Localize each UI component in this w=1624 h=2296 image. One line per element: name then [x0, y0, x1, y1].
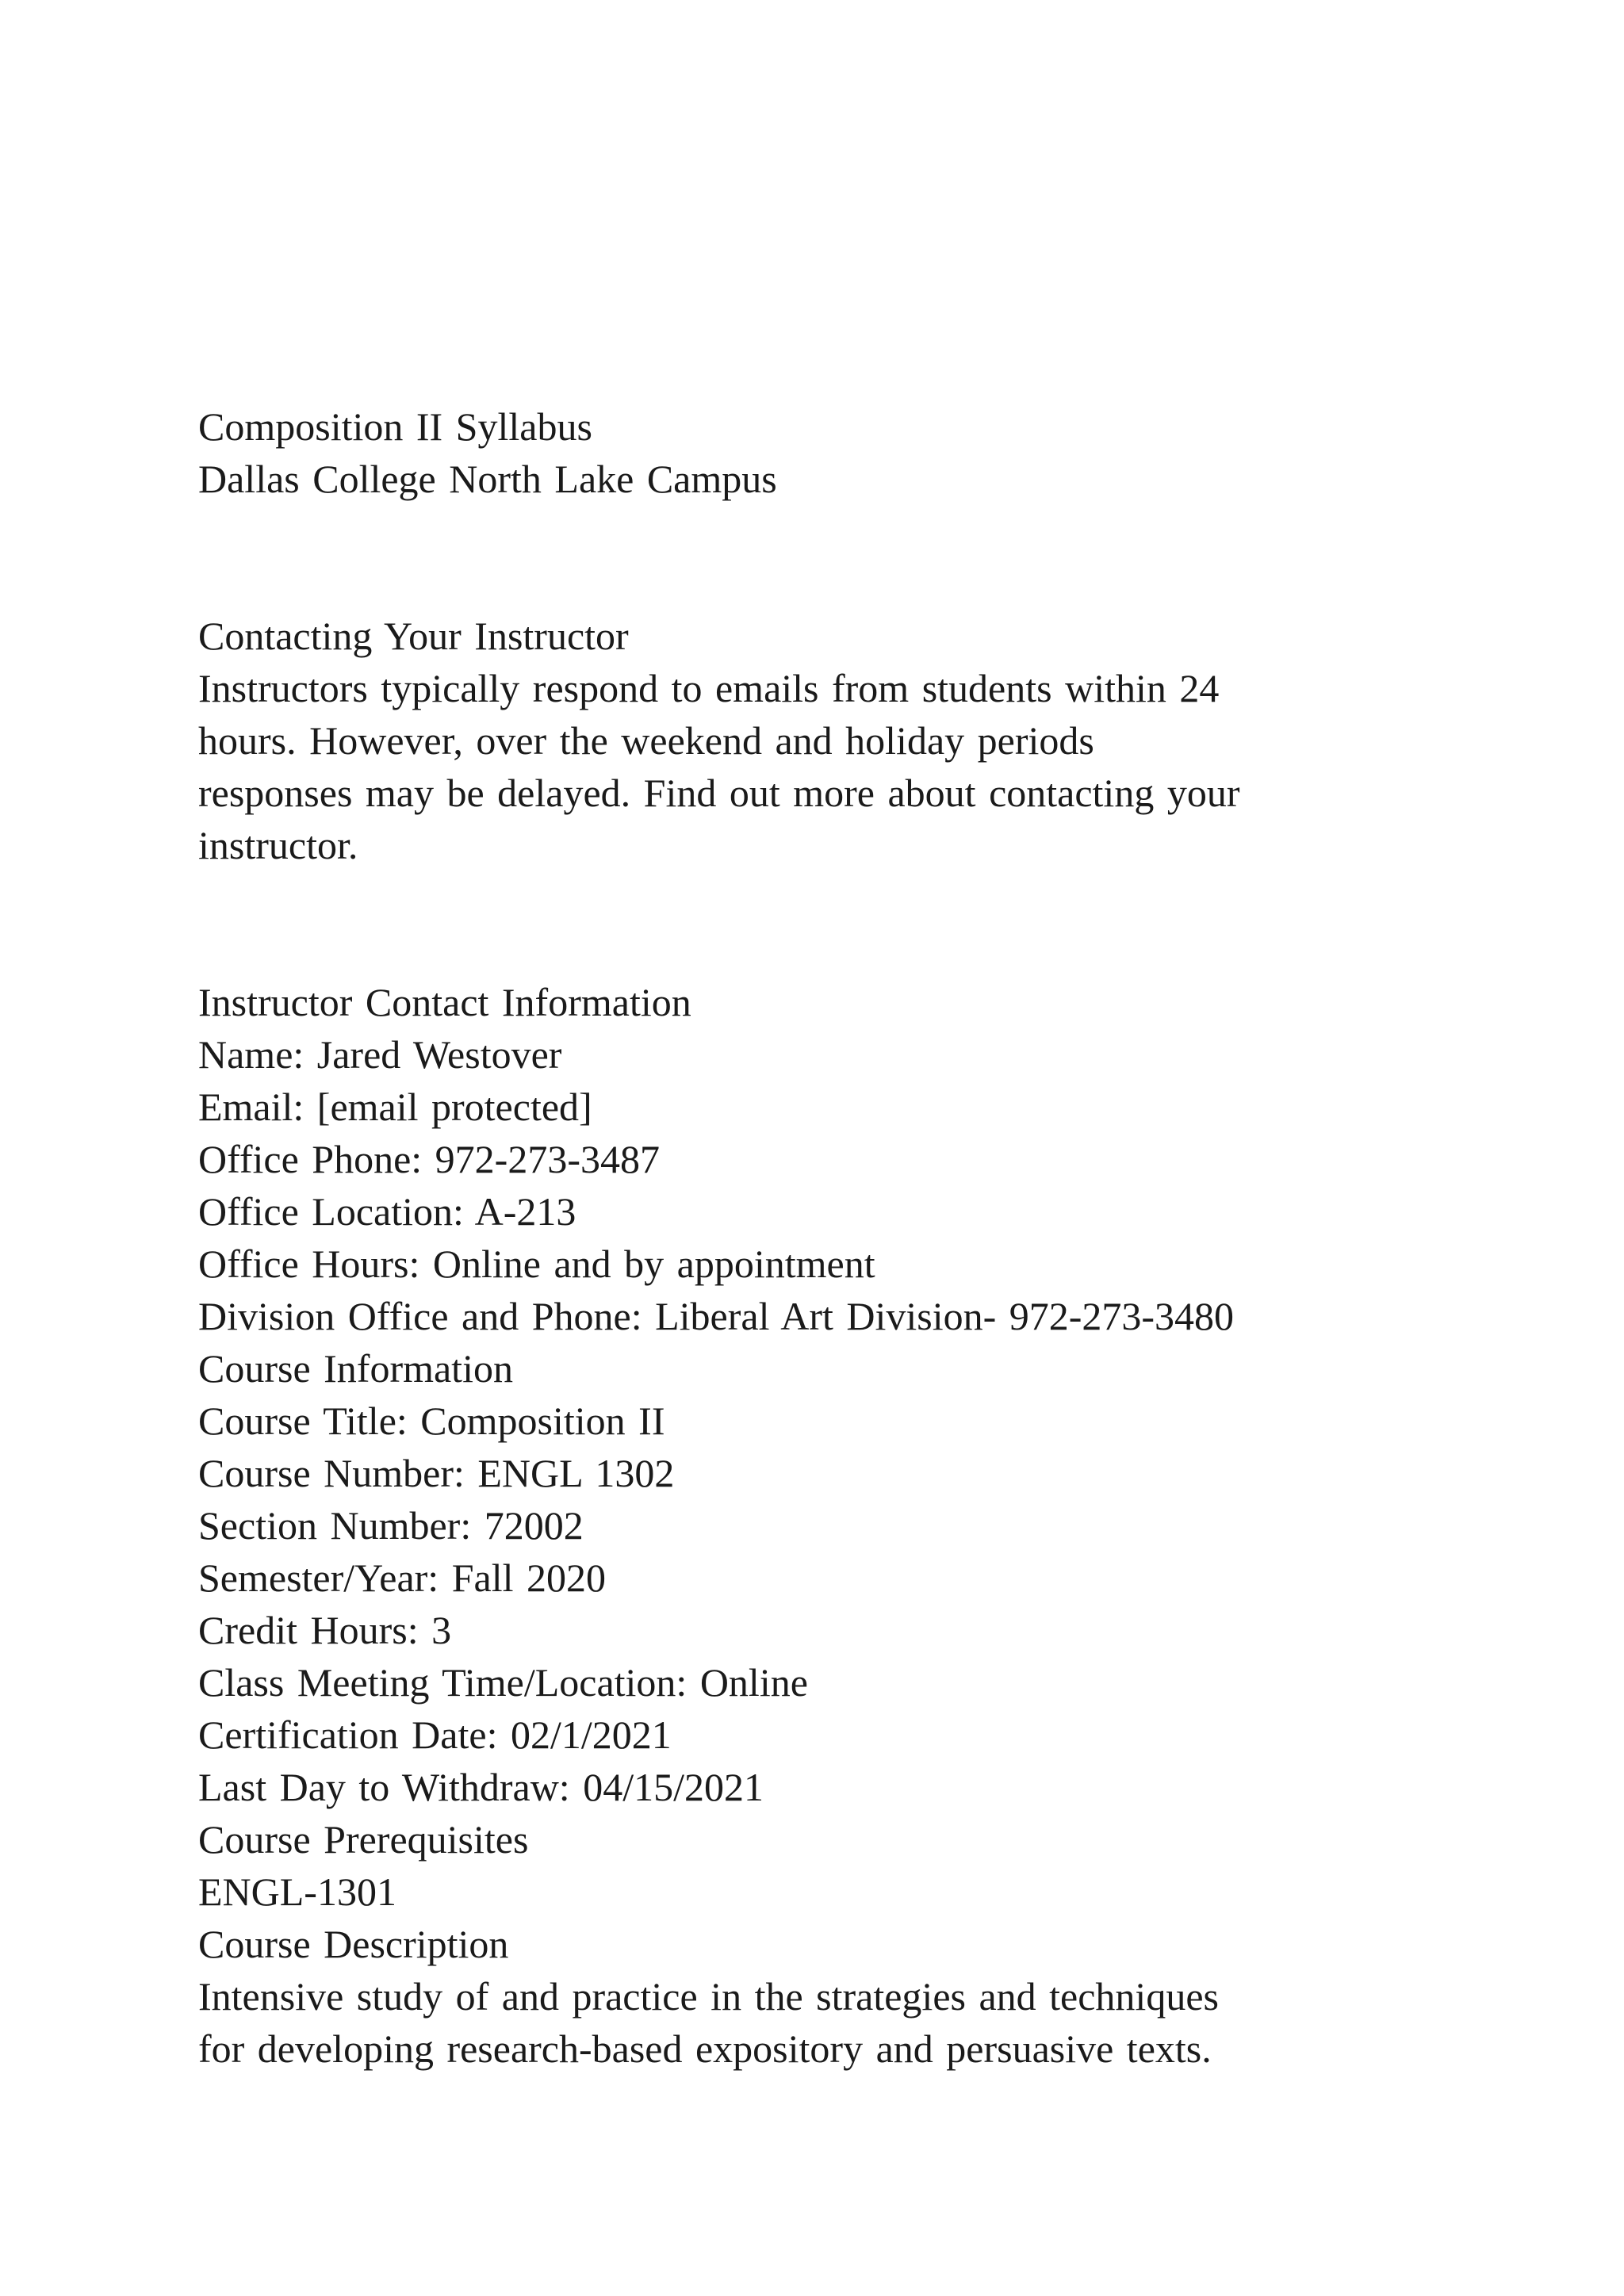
course-title: Course Title: Composition II	[198, 1399, 665, 1443]
document-title: Composition II Syllabus	[198, 404, 592, 449]
course-credit-hours: Credit Hours: 3	[198, 1608, 452, 1652]
course-heading: Course Information	[198, 1346, 513, 1391]
description-line: for developing research-based expository and persuasive texts.	[198, 2026, 1212, 2071]
instructor-heading: Instructor Contact Information	[198, 980, 691, 1024]
prerequisites-value: ENGL-1301	[198, 1869, 396, 1914]
description-heading: Course Description	[198, 1922, 509, 1966]
course-certification-date: Certification Date: 02/1/2021	[198, 1712, 672, 1757]
course-semester: Semester/Year: Fall 2020	[198, 1556, 606, 1600]
description-line: Intensive study of and practice in the strategies and techniques	[198, 1974, 1219, 2019]
contacting-heading: Contacting Your Instructor	[198, 614, 629, 658]
instructor-office-phone: Office Phone: 972-273-3487	[198, 1137, 660, 1181]
spacer	[198, 505, 1435, 610]
spacer	[198, 871, 1435, 976]
contacting-line: instructor.	[198, 823, 358, 867]
contacting-line: hours. However, over the weekend and holiday periods	[198, 718, 1094, 763]
course-meeting: Class Meeting Time/Location: Online	[198, 1660, 808, 1705]
instructor-division: Division Office and Phone: Liberal Art Division- 972-273-3480	[198, 1294, 1235, 1338]
instructor-name: Name: Jared Westover	[198, 1032, 562, 1077]
campus-name: Dallas College North Lake Campus	[198, 457, 777, 501]
document-page	[198, 400, 1435, 2075]
contacting-line: Instructors typically respond to emails from students within 24	[198, 666, 1220, 710]
instructor-office-hours: Office Hours: Online and by appointment	[198, 1242, 875, 1286]
course-section: Section Number: 72002	[198, 1503, 584, 1548]
course-withdraw-date: Last Day to Withdraw: 04/15/2021	[198, 1765, 764, 1809]
instructor-email: Email: [email protected]	[198, 1085, 592, 1129]
contacting-line: responses may be delayed. Find out more about contacting your	[198, 771, 1240, 815]
instructor-office-location: Office Location: A-213	[198, 1189, 576, 1234]
prerequisites-heading: Course Prerequisites	[198, 1817, 529, 1862]
course-number: Course Number: ENGL 1302	[198, 1451, 675, 1495]
